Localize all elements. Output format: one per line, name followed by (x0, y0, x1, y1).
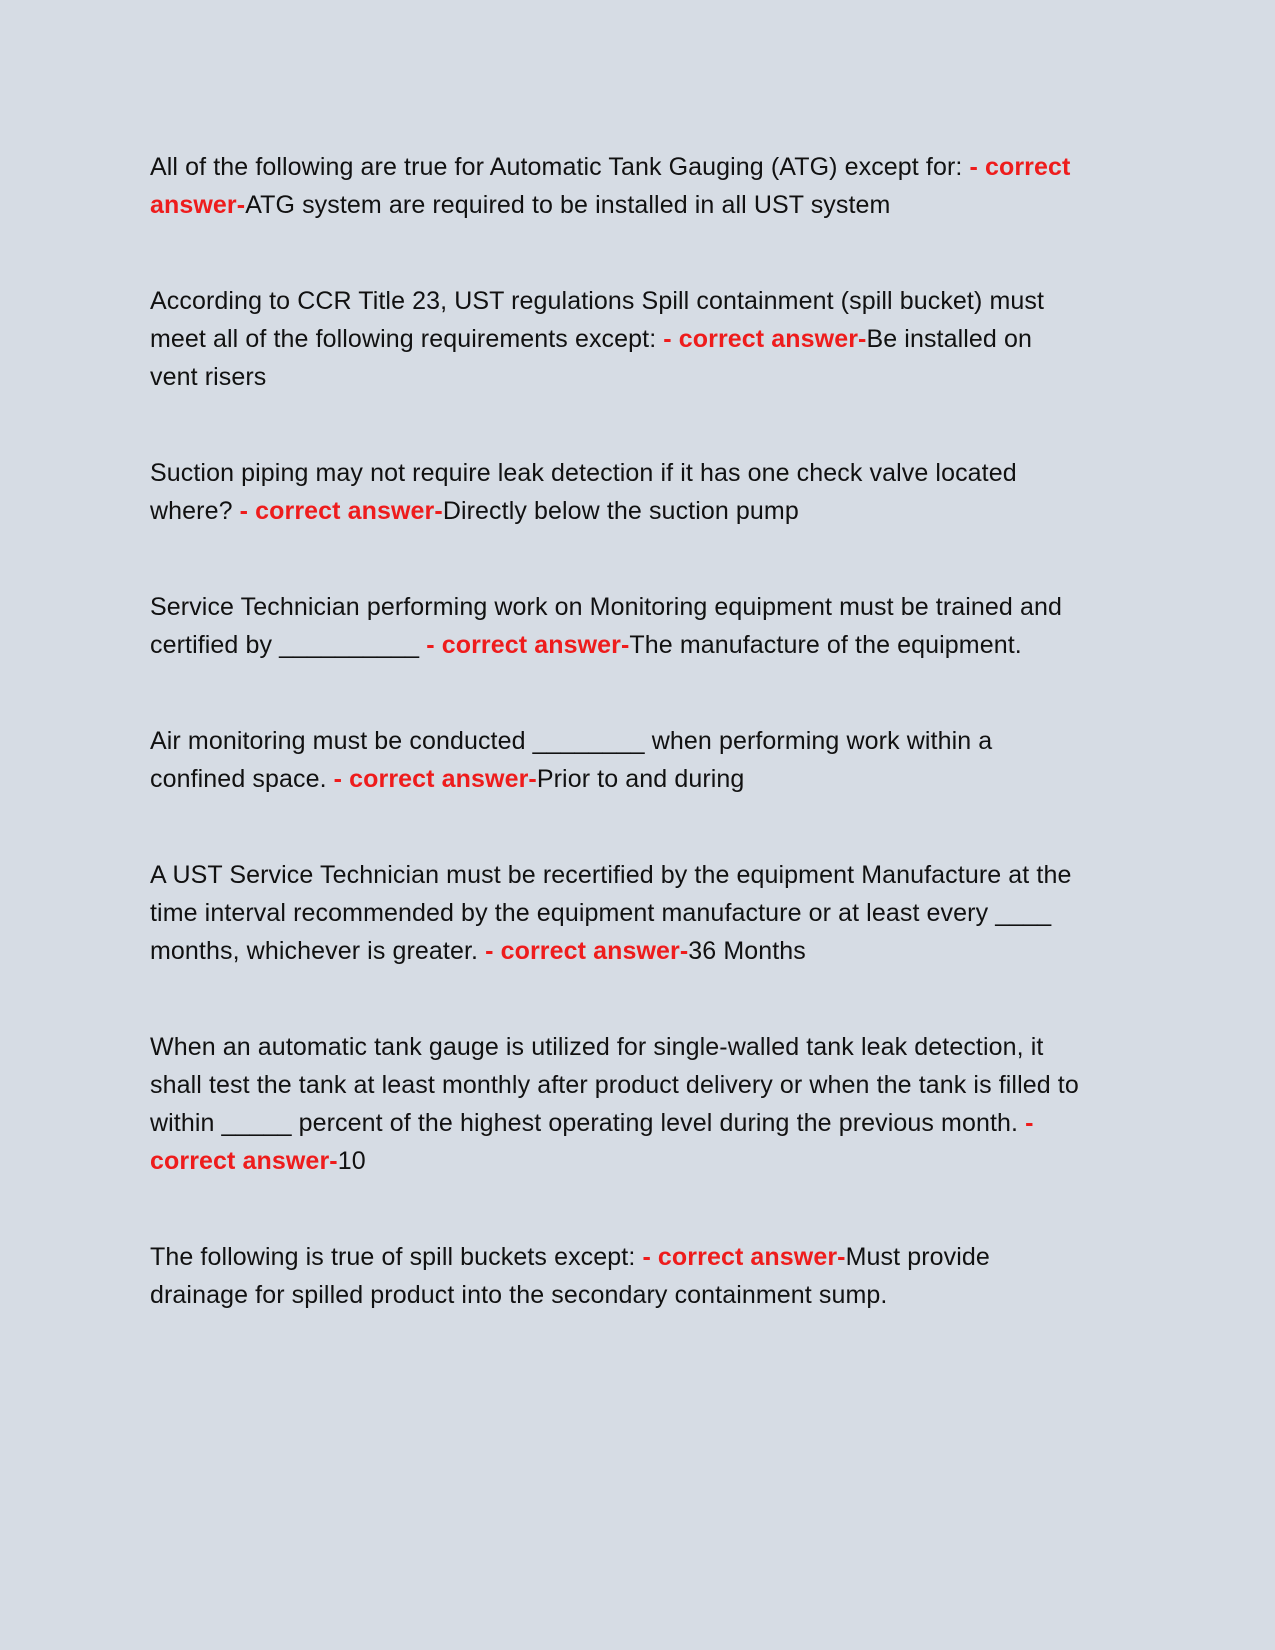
question-text: The following is true of spill buckets except: (150, 1243, 643, 1271)
answer-text: Directly below the suction pump (442, 497, 799, 525)
qa-item-6 (150, 856, 1085, 970)
answer-text: 10 (337, 1147, 366, 1175)
qa-item-7 (150, 1028, 1085, 1180)
question-text: According to CCR Title 23, UST regulations Spill containment (spill bucket) must meet all of the following requirements except: (150, 287, 1045, 353)
question-text: Service Technician performing work on Monitoring equipment must be trained and certified by __________ (150, 593, 1062, 659)
question-text: Suction piping may not require leak detection if it has one check valve located where? (150, 459, 1017, 525)
qa-item-3 (150, 454, 1085, 530)
answer-text: Prior to and during (536, 765, 745, 793)
correct-answer-marker: - correct answer- (485, 937, 689, 965)
qa-item-2 (150, 282, 1085, 396)
question-text: A UST Service Technician must be recertified by the equipment Manufacture at the time interval recommended by the equipment manufacture or at least every ____ months, whichever is greater. (150, 861, 1072, 965)
answer-text: The manufacture of the equipment. (629, 631, 1022, 659)
correct-answer-marker: - correct answer- (642, 1243, 846, 1271)
answer-text: Be installed on vent risers (150, 325, 1032, 391)
correct-answer-marker: - correct answer- (663, 325, 867, 353)
qa-item-1 (150, 148, 1085, 224)
question-text: All of the following are true for Automatic Tank Gauging (ATG) except for: (150, 153, 970, 181)
question-text: Air monitoring must be conducted ________ when performing work within a confined space. (150, 727, 993, 793)
qa-item-5 (150, 722, 1085, 798)
correct-answer-marker: - correct answer- (150, 1109, 1034, 1175)
correct-answer-marker: - correct answer- (239, 497, 443, 525)
correct-answer-marker: - correct answer- (333, 765, 537, 793)
qa-item-8 (150, 1238, 1085, 1314)
answer-text: Must provide drainage for spilled product into the secondary containment sump. (150, 1243, 990, 1309)
question-text: When an automatic tank gauge is utilized for single-walled tank leak detection, it shall test the tank at least monthly after product delivery or when the tank is filled to within _____ percent of the highest operating level during the previous month. (150, 1033, 1079, 1137)
answer-text: ATG system are required to be installed in all UST system (245, 191, 891, 219)
correct-answer-marker: - correct answer- (150, 153, 1071, 219)
correct-answer-marker: - correct answer- (426, 631, 630, 659)
qa-item-4 (150, 588, 1085, 664)
answer-text: 36 Months (688, 937, 806, 965)
